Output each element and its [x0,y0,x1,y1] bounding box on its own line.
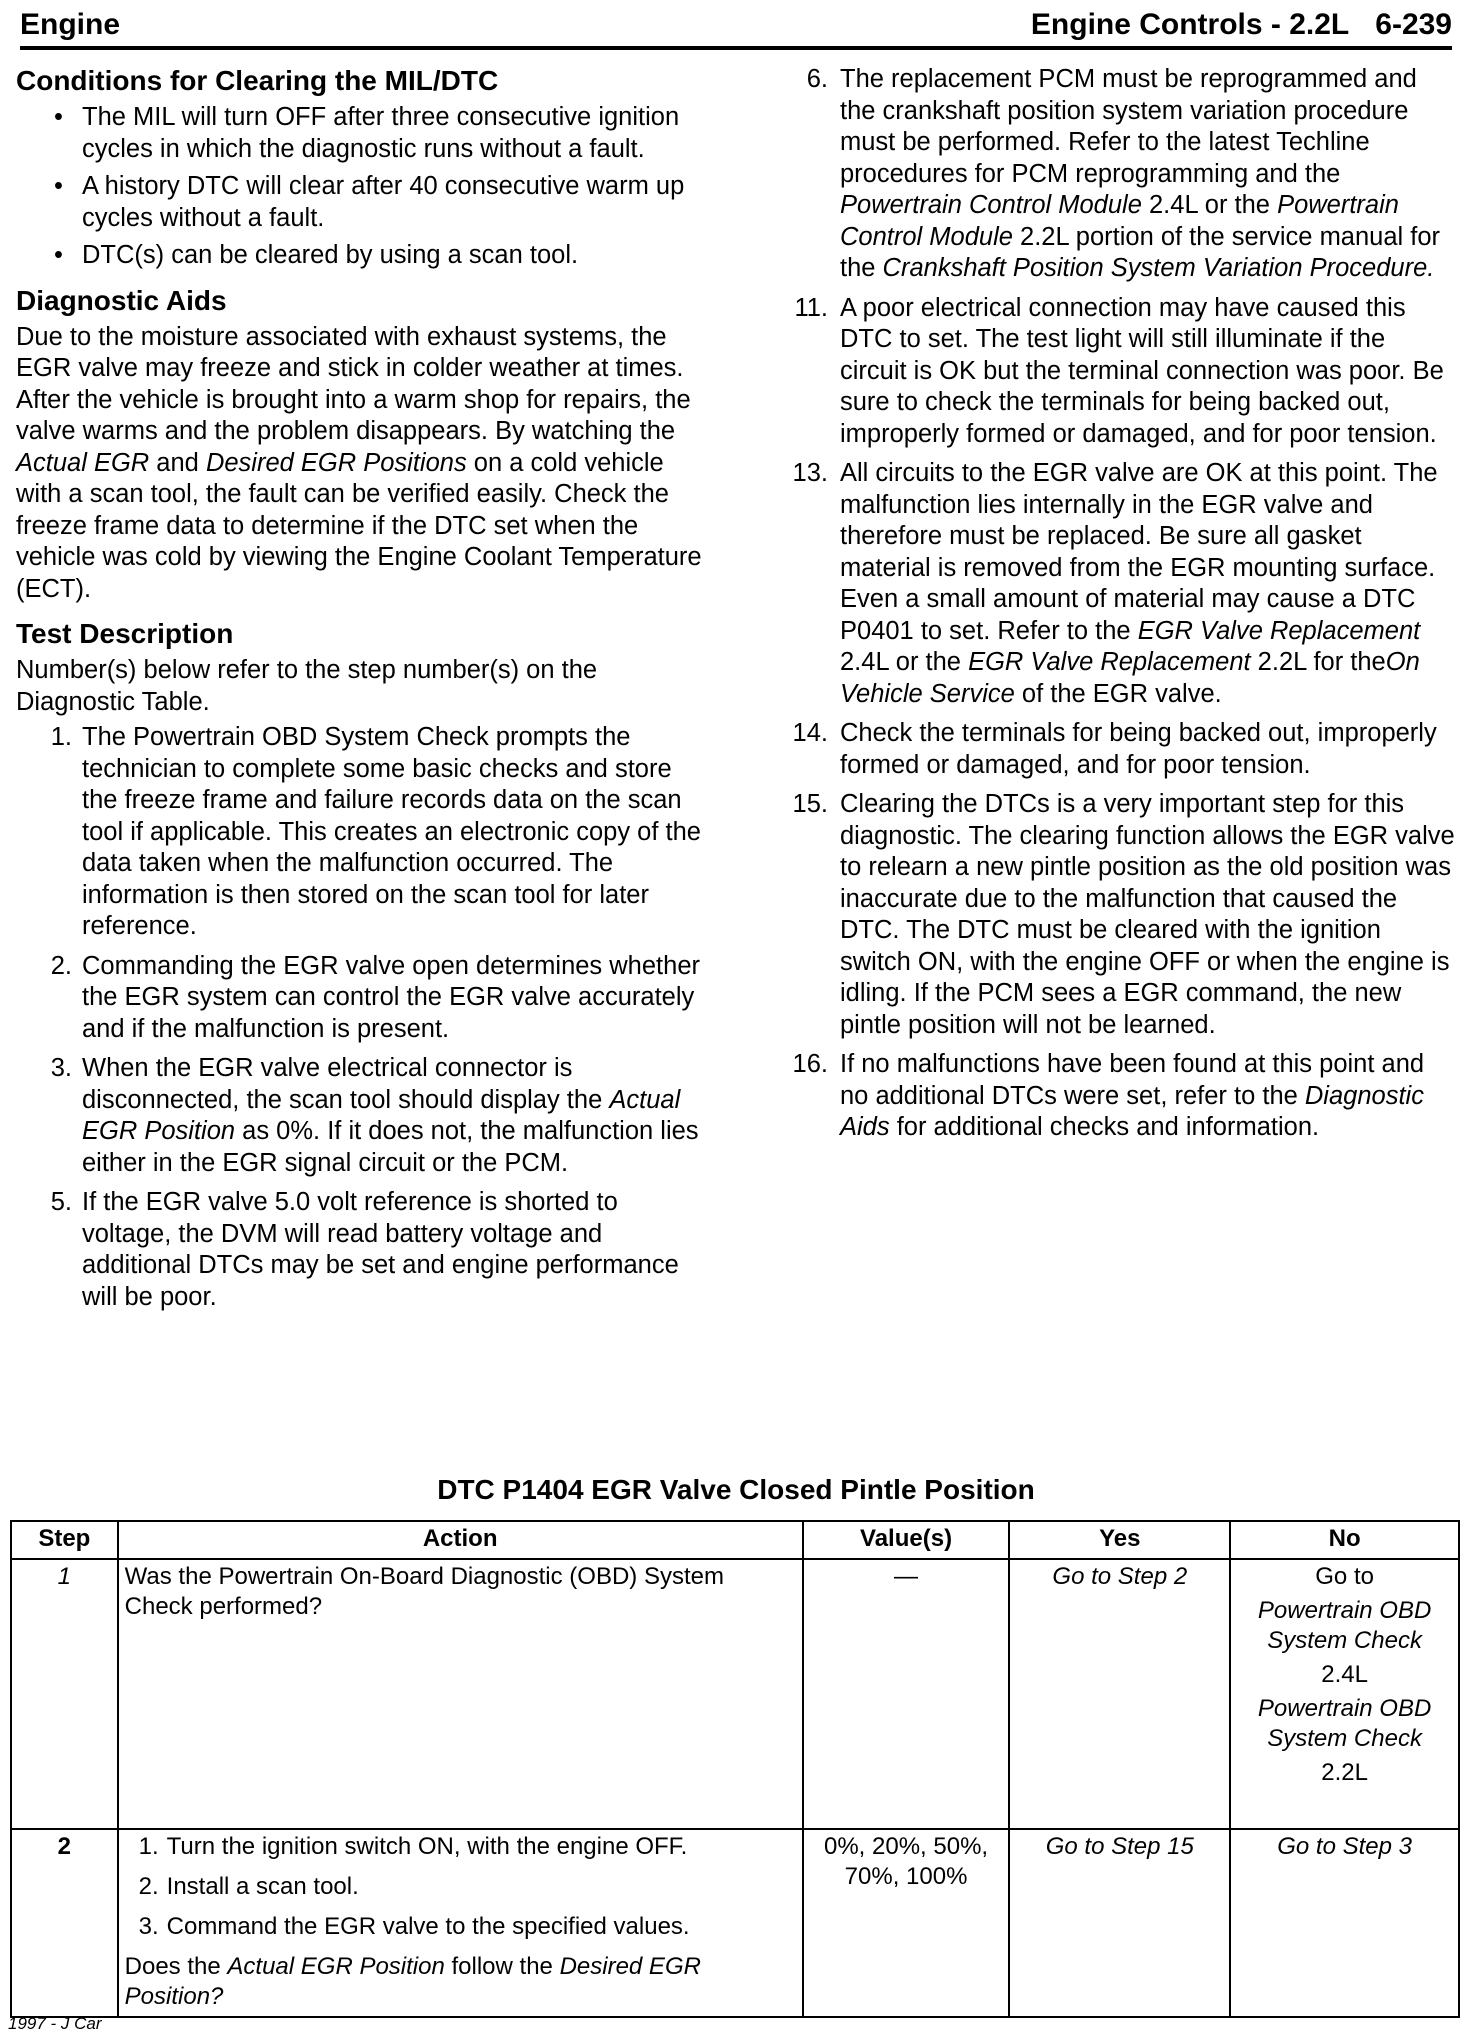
action-cell [118,1829,803,2017]
step-number: 5. [50,1188,72,1216]
step-note [16,722,706,943]
step-number: 11. [794,293,828,322]
step-note [788,789,1458,1041]
step-note [788,1049,1458,1144]
italic-term: On Vehicle Service [840,648,1420,708]
conditions-heading: Conditions for Clearing the MIL/DTC [16,65,499,96]
text-run: Due to the moisture associated with exhaust systems, the EGR valve may freeze and stick in colder weather at times. After the vehicle is brought into a warm shop for repairs, the valve warms and the problem disappears. By watching the [16,322,691,445]
action-text: Turn the ignition switch ON, with the engine OFF. [166,1833,688,1860]
test-description-intro: Number(s) below refer to the step number(s) on the Diagnostic Table. [16,656,598,716]
test-description-steps [16,722,706,1313]
test-description-heading: Test Description [16,618,234,649]
action-question [125,1952,796,2012]
diagnostic-table [10,1520,1460,2018]
no-engine-variant: 2.2L [1321,1759,1368,1786]
text-run: The replacement PCM must be reprogrammed and the crankshaft position system variation procedure must be performed. Refer to the latest Techline procedures for PCM reprogramming and the [840,65,1417,188]
step-number: 2. [50,951,72,980]
step-note [788,718,1458,781]
bullet-icon: • [54,172,63,200]
step-number: 15. [792,790,828,818]
values-cell: 0%, 20%, 50%, 70%, 100% [803,1829,1010,2017]
step-text: Clearing the DTCs is a very important step for this diagnostic. The clearing function allows the EGR valve to relearn a new pintle position as the old position was inaccurate due to the malfunction that caused the DTC. The DTC must be cleared with the ignition switch ON, with the engine OFF or when the engine is idling. If the PCM sees a EGR command, the new pintle position will not be learned. [840,790,1455,1039]
step-text: The Powertrain OBD System Check prompts the technician to complete some basic checks and store the freeze frame and failure records data on the scan tool if applicable. This creates an electronic copy of the data taken when the malfunction occurred. The information is then stored on the scan tool for later reference. [82,723,701,940]
step-number: 3. [50,1054,72,1082]
action-number: 1. [138,1833,159,1860]
test-description-steps-continued [788,64,1458,1144]
yes-cell: Go to Step 15 [1009,1829,1230,2017]
conditions-item [16,171,706,234]
italic-term: EGR Valve Replacement [1137,616,1421,645]
no-link-obd-check [1237,1694,1452,1754]
header-chapter-title: Engine Controls - 2.2L [1030,8,1350,41]
col-header-values: Value(s) [803,1521,1010,1559]
col-header-action: Action [118,1521,803,1559]
action-text: Command the EGR valve to the specified values. [166,1913,690,1940]
action-cell: Was the Powertrain On-Board Diagnostic (OBD) System Check performed? [118,1559,803,1829]
text-run: All circuits to the EGR valve are OK at this point. The malfunction lies internally in the EGR valve and therefore must be replaced. Be sure all gasket material is removed from the EGR mounting surface. Even a small amount of material may cause a DTC P0401 to set. Refer to the [840,459,1438,645]
step-note [16,951,706,1046]
no-cell: Go to Step 3 [1230,1829,1459,2017]
action-number: 2. [138,1873,159,1900]
header-right [1031,8,1452,42]
text-run: 2.4L or the [1141,191,1278,219]
col-header-no: No [1230,1521,1459,1559]
text-run: 2.2L for the [1250,648,1386,676]
no-engine-variant: 2.4L [1321,1661,1368,1688]
text-run: for additional checks and information. [889,1113,1320,1141]
step-cell [11,1559,118,1829]
italic-term: EGR Valve Replacement [968,648,1251,676]
diagnostic-aids-paragraph [16,322,706,606]
page-footer: 1997 - J Car [8,2014,102,2033]
italic-term: Actual EGR [16,448,150,477]
step-note [788,458,1458,710]
step-number: 1. [50,723,72,751]
diagnostic-aids-heading: Diagnostic Aids [16,284,227,316]
text-run: 2.2L portion of the service manual for the [840,222,1441,282]
conditions-item-text: A history DTC will clear after 40 consecutive warm up cycles without a fault. [82,172,685,232]
table-header-row [11,1521,1459,1559]
italic-term: Actual EGR Position [227,1953,445,1980]
no-link-obd-check [1237,1596,1452,1656]
text-run: on a cold vehicle with a scan tool, the fault can be verified easily. Check the freeze frame data to determine if the DTC set when the vehicle was cold by viewing the Engine Coolant Temperature (ECT). [16,448,702,603]
step-note [16,1053,706,1179]
italic-term: Desired EGR Positions [205,448,467,477]
values-cell: — [803,1559,1010,1829]
bullet-icon: • [54,103,63,131]
italic-term: Powertrain OBD System Check [1257,1597,1432,1654]
text-run: If no malfunctions have been found at this point and no additional DTCs were set, refer to the [840,1050,1425,1110]
step-number: 16. [792,1050,828,1078]
table-row [11,1829,1459,2017]
left-column [16,64,706,1321]
italic-term: Crankshaft Position System Variation Procedure. [882,254,1435,282]
conditions-list [16,102,706,272]
no-goto: Go to [1315,1563,1374,1590]
step-note [788,293,1458,451]
conditions-item-text: DTC(s) can be cleared by using a scan tool. [82,241,579,269]
italic-term: Powertrain Control Module [840,191,1399,251]
action-text: Install a scan tool. [166,1873,359,1900]
italic-term: Diagnostic Aids [840,1081,1424,1141]
step-number: 2 [57,1833,71,1860]
step-number: 13. [792,459,828,487]
text-run: Does the [124,1953,228,1980]
right-column [788,64,1458,1152]
italic-term: Actual EGR Position [82,1085,681,1145]
table-row [11,1559,1459,1829]
conditions-item-text: The MIL will turn OFF after three consecutive ignition cycles in which the diagnostic runs without a fault. [82,103,680,163]
step-note [16,1187,706,1313]
text-run: as 0%. If it does not, the malfunction lies either in the EGR signal circuit or the PCM. [82,1117,699,1177]
step-number: 1 [57,1563,71,1590]
header-section-name: Engine [20,8,121,41]
page-header [20,8,1452,50]
action-number: 3. [138,1913,159,1940]
italic-term: Powertrain OBD System Check [1257,1695,1432,1752]
italic-term: Powertrain Control Module [840,191,1142,219]
text-run: When the EGR valve electrical connector is disconnected, the scan tool should display the [82,1054,610,1114]
action-item [125,1872,796,1902]
italic-term: Desired EGR Position? [124,1953,701,2010]
step-note [788,64,1458,285]
col-header-yes: Yes [1009,1521,1230,1559]
bullet-icon: • [54,241,63,269]
step-number: 6. [806,65,828,93]
col-header-step: Step [11,1521,118,1559]
step-text: If the EGR valve 5.0 volt reference is shorted to voltage, the DVM will read battery voltage and additional DTCs may be set and engine performance will be poor. [82,1188,679,1311]
step-number: 14. [792,719,828,747]
header-page-number: 6-239 [1375,8,1452,41]
no-cell [1230,1559,1459,1829]
step-text: A poor electrical connection may have caused this DTC to set. The test light will still illuminate if the circuit is OK but the terminal connection was poor. Be sure to check the terminals for being backed out, improperly formed or damaged, and for poor tension. [840,293,1444,448]
conditions-item [16,240,706,272]
table-title: DTC P1404 EGR Valve Closed Pintle Position [437,1474,1035,1505]
action-list [125,1832,796,1942]
step-text: Commanding the EGR valve open determines whether the EGR system can control the EGR valve accurately and if the malfunction is present. [82,951,700,1043]
step-text: Check the terminals for being backed out, improperly formed or damaged, and for poor tension. [840,719,1437,779]
text-run: and [149,448,206,477]
text-run: follow the [444,1953,560,1980]
action-item [125,1912,796,1942]
text-run: of the EGR valve. [1014,679,1222,708]
action-item [125,1832,796,1862]
yes-cell: Go to Step 2 [1009,1559,1230,1829]
step-cell [11,1829,118,2017]
text-run: 2.4L or the [840,648,969,676]
conditions-item [16,102,706,165]
